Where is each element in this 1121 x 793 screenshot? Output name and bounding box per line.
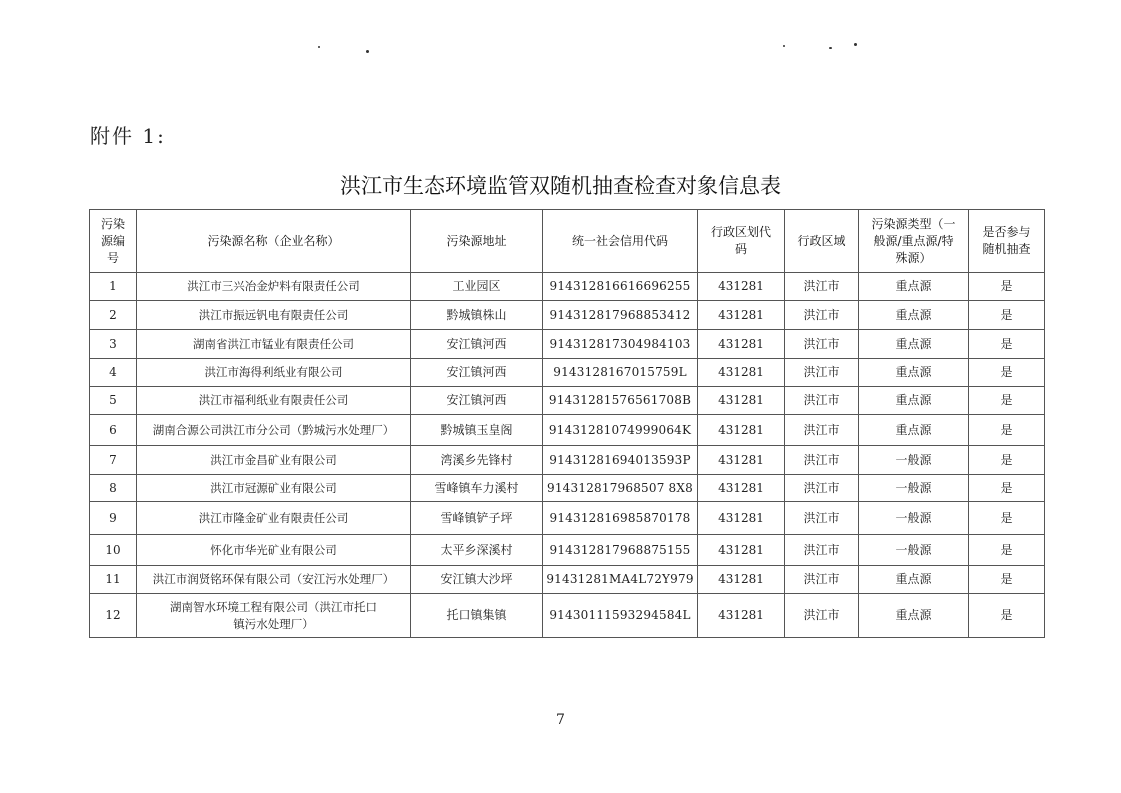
cell-division-code: 431281 bbox=[698, 566, 785, 594]
attachment-label: 附件 1: bbox=[90, 124, 166, 148]
cell-random-check: 是 bbox=[969, 446, 1045, 475]
header-name: 污染源名称（企业名称） bbox=[137, 210, 411, 273]
cell-division-code: 431281 bbox=[698, 415, 785, 446]
table-header-row bbox=[90, 210, 1045, 273]
cell-region: 洪江市 bbox=[785, 273, 859, 301]
cell-address: 雪峰镇车力溪村 bbox=[411, 475, 543, 502]
cell-credit-code: 91431281MA4L72Y979 bbox=[543, 566, 698, 594]
cell-no: 9 bbox=[90, 502, 137, 535]
cell-random-check: 是 bbox=[969, 301, 1045, 330]
page-number: 7 bbox=[556, 712, 565, 728]
document-title: 洪江市生态环境监管双随机抽查检查对象信息表 bbox=[340, 174, 781, 198]
cell-type: 重点源 bbox=[859, 566, 969, 594]
cell-no: 7 bbox=[90, 446, 137, 475]
header-region: 行政区域 bbox=[785, 210, 859, 273]
cell-address: 雪峰镇铲子坪 bbox=[411, 502, 543, 535]
cell-name: 湖南智水环境工程有限公司（洪江市托口镇污水处理厂） bbox=[137, 594, 411, 638]
cell-random-check: 是 bbox=[969, 359, 1045, 387]
inspection-target-table bbox=[89, 209, 1045, 638]
cell-address: 湾溪乡先锋村 bbox=[411, 446, 543, 475]
cell-address: 黔城镇玉皇阁 bbox=[411, 415, 543, 446]
cell-no: 2 bbox=[90, 301, 137, 330]
cell-address: 安江镇河西 bbox=[411, 330, 543, 359]
cell-no: 3 bbox=[90, 330, 137, 359]
cell-no: 1 bbox=[90, 273, 137, 301]
cell-random-check: 是 bbox=[969, 415, 1045, 446]
cell-no: 11 bbox=[90, 566, 137, 594]
cell-division-code: 431281 bbox=[698, 273, 785, 301]
cell-division-code: 431281 bbox=[698, 301, 785, 330]
table-row bbox=[90, 359, 1045, 387]
header-type: 污染源类型（一般源/重点源/特殊源） bbox=[859, 210, 969, 273]
cell-region: 洪江市 bbox=[785, 502, 859, 535]
cell-address: 安江镇河西 bbox=[411, 387, 543, 415]
cell-random-check: 是 bbox=[969, 273, 1045, 301]
cell-credit-code: 914312817968875155 bbox=[543, 535, 698, 566]
table-row bbox=[90, 415, 1045, 446]
table-row bbox=[90, 330, 1045, 359]
scan-speck bbox=[783, 45, 785, 47]
cell-random-check: 是 bbox=[969, 535, 1045, 566]
table-row bbox=[90, 475, 1045, 502]
cell-credit-code: 914312817304984103 bbox=[543, 330, 698, 359]
cell-region: 洪江市 bbox=[785, 594, 859, 638]
cell-no: 6 bbox=[90, 415, 137, 446]
cell-division-code: 431281 bbox=[698, 359, 785, 387]
cell-credit-code: 914312817968853412 bbox=[543, 301, 698, 330]
cell-region: 洪江市 bbox=[785, 330, 859, 359]
cell-type: 一般源 bbox=[859, 446, 969, 475]
cell-name: 洪江市海得利纸业有限公司 bbox=[137, 359, 411, 387]
cell-name: 洪江市振远钒电有限责任公司 bbox=[137, 301, 411, 330]
cell-no: 5 bbox=[90, 387, 137, 415]
cell-name: 湖南省洪江市锰业有限责任公司 bbox=[137, 330, 411, 359]
table-row bbox=[90, 594, 1045, 638]
cell-division-code: 431281 bbox=[698, 594, 785, 638]
cell-region: 洪江市 bbox=[785, 387, 859, 415]
cell-type: 一般源 bbox=[859, 502, 969, 535]
cell-name: 洪江市金昌矿业有限公司 bbox=[137, 446, 411, 475]
cell-region: 洪江市 bbox=[785, 566, 859, 594]
scan-speck bbox=[829, 47, 832, 49]
cell-random-check: 是 bbox=[969, 330, 1045, 359]
cell-division-code: 431281 bbox=[698, 330, 785, 359]
header-division-code: 行政区划代码 bbox=[698, 210, 785, 273]
cell-type: 一般源 bbox=[859, 475, 969, 502]
header-no: 污染源编号 bbox=[90, 210, 137, 273]
table-row bbox=[90, 446, 1045, 475]
cell-region: 洪江市 bbox=[785, 446, 859, 475]
cell-region: 洪江市 bbox=[785, 475, 859, 502]
cell-address: 托口镇集镇 bbox=[411, 594, 543, 638]
table-body bbox=[90, 273, 1045, 638]
cell-address: 太平乡深溪村 bbox=[411, 535, 543, 566]
cell-random-check: 是 bbox=[969, 475, 1045, 502]
scan-speck bbox=[854, 43, 857, 46]
cell-credit-code: 914312817968507 8X8 bbox=[543, 475, 698, 502]
cell-name: 洪江市润贤铭环保有限公司（安江污水处理厂） bbox=[137, 566, 411, 594]
table-row bbox=[90, 502, 1045, 535]
header-credit-code: 统一社会信用代码 bbox=[543, 210, 698, 273]
cell-division-code: 431281 bbox=[698, 446, 785, 475]
cell-type: 重点源 bbox=[859, 273, 969, 301]
cell-credit-code: 91430111593294584L bbox=[543, 594, 698, 638]
header-address: 污染源地址 bbox=[411, 210, 543, 273]
cell-name: 湖南合源公司洪江市分公司（黔城污水处理厂） bbox=[137, 415, 411, 446]
cell-name: 洪江市隆金矿业有限责任公司 bbox=[137, 502, 411, 535]
cell-division-code: 431281 bbox=[698, 535, 785, 566]
cell-region: 洪江市 bbox=[785, 359, 859, 387]
cell-type: 一般源 bbox=[859, 535, 969, 566]
cell-name: 洪江市三兴冶金炉料有限责任公司 bbox=[137, 273, 411, 301]
cell-credit-code: 914312816985870178 bbox=[543, 502, 698, 535]
cell-random-check: 是 bbox=[969, 387, 1045, 415]
cell-address: 安江镇大沙坪 bbox=[411, 566, 543, 594]
cell-random-check: 是 bbox=[969, 566, 1045, 594]
cell-region: 洪江市 bbox=[785, 415, 859, 446]
cell-type: 重点源 bbox=[859, 387, 969, 415]
cell-credit-code: 91431281576561708B bbox=[543, 387, 698, 415]
cell-region: 洪江市 bbox=[785, 535, 859, 566]
cell-random-check: 是 bbox=[969, 594, 1045, 638]
cell-type: 重点源 bbox=[859, 330, 969, 359]
cell-region: 洪江市 bbox=[785, 301, 859, 330]
cell-no: 4 bbox=[90, 359, 137, 387]
cell-credit-code: 9143128167015759L bbox=[543, 359, 698, 387]
cell-name: 洪江市冠源矿业有限公司 bbox=[137, 475, 411, 502]
table-row bbox=[90, 566, 1045, 594]
cell-type: 重点源 bbox=[859, 359, 969, 387]
cell-no: 8 bbox=[90, 475, 137, 502]
table-row bbox=[90, 387, 1045, 415]
header-random-check: 是否参与随机抽查 bbox=[969, 210, 1045, 273]
cell-credit-code: 91431281694013593P bbox=[543, 446, 698, 475]
cell-address: 工业园区 bbox=[411, 273, 543, 301]
cell-no: 12 bbox=[90, 594, 137, 638]
cell-credit-code: 91431281074999064K bbox=[543, 415, 698, 446]
cell-address: 安江镇河西 bbox=[411, 359, 543, 387]
cell-division-code: 431281 bbox=[698, 475, 785, 502]
cell-no: 10 bbox=[90, 535, 137, 566]
table-row bbox=[90, 535, 1045, 566]
cell-type: 重点源 bbox=[859, 301, 969, 330]
scan-speck bbox=[318, 46, 320, 48]
cell-address: 黔城镇株山 bbox=[411, 301, 543, 330]
cell-division-code: 431281 bbox=[698, 387, 785, 415]
cell-type: 重点源 bbox=[859, 415, 969, 446]
cell-division-code: 431281 bbox=[698, 502, 785, 535]
cell-name: 洪江市福利纸业有限责任公司 bbox=[137, 387, 411, 415]
table-row bbox=[90, 301, 1045, 330]
cell-type: 重点源 bbox=[859, 594, 969, 638]
cell-random-check: 是 bbox=[969, 502, 1045, 535]
scan-speck bbox=[366, 50, 369, 53]
table-row bbox=[90, 273, 1045, 301]
cell-credit-code: 914312816616696255 bbox=[543, 273, 698, 301]
cell-name: 怀化市华光矿业有限公司 bbox=[137, 535, 411, 566]
